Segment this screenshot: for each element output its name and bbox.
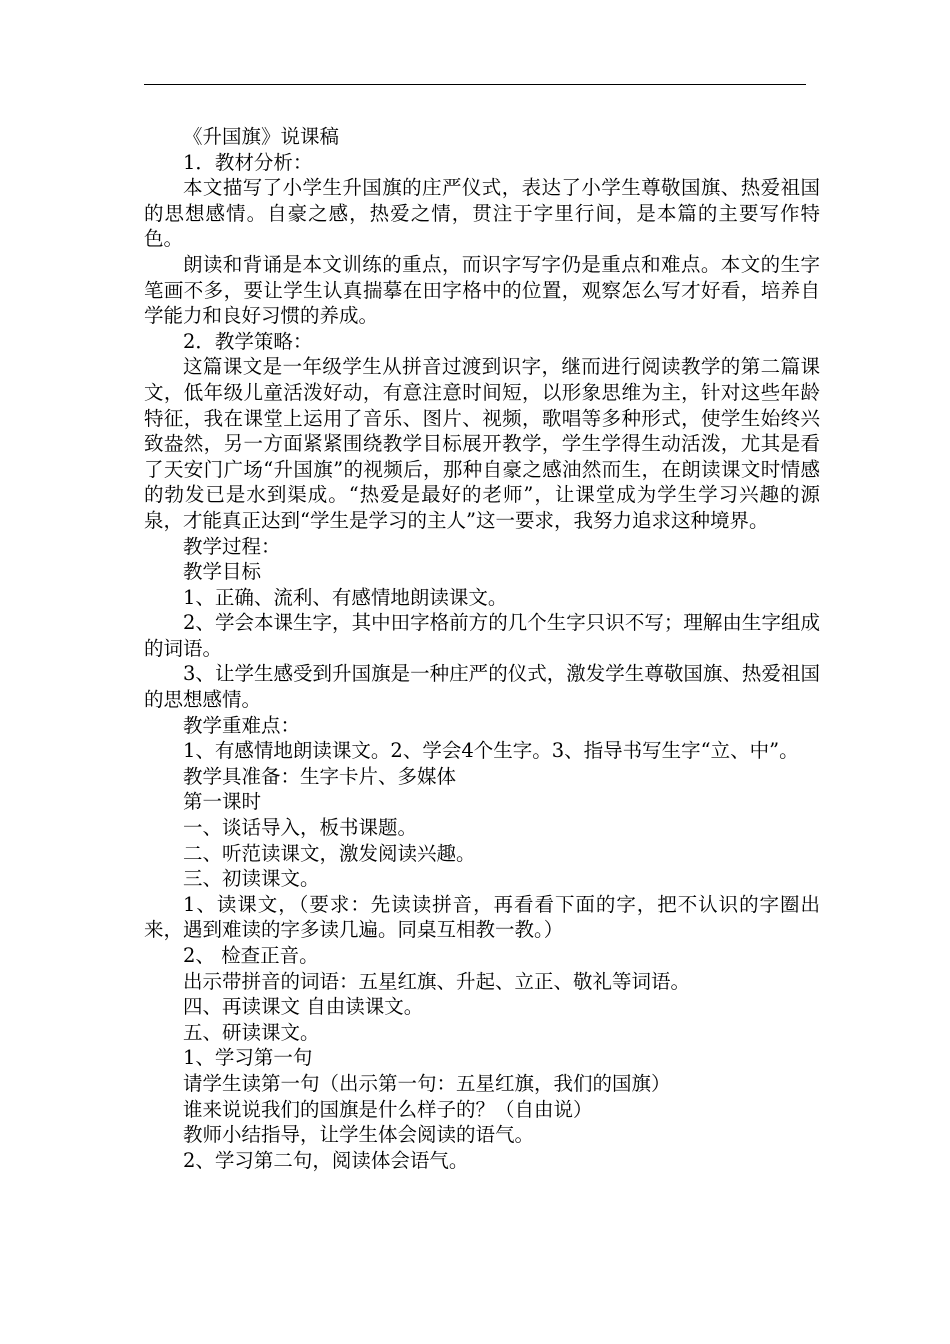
list-item: 1、有感情地朗读课文。2、学会4个生字。3、指导书写生字“立、中”。: [183, 739, 799, 763]
section-heading: 1．教材分析：: [183, 150, 313, 174]
list-item: 二、听范读课文，激发阅读兴趣。: [183, 841, 476, 865]
list-item: 1、读课文，（要求：先读读拼音，再看看下面的字，把不认识的字圈出来，遇到难读的字多读几遍。同桌互相教一教。）: [144, 892, 820, 942]
list-item: 1、正确、流利、有感情地朗读课文。: [183, 585, 508, 609]
paragraph: 请学生读第一句（出示第一句：五星红旗，我们的国旗）: [183, 1071, 671, 1095]
list-item: 一、谈话导入，板书课题。: [183, 816, 418, 840]
section-heading: 2．教学策略：: [183, 329, 313, 353]
subheading: 教学重难点：: [183, 713, 301, 737]
header-rule: [144, 84, 806, 85]
paragraph: 出示带拼音的词语：五星红旗、升起、立正、敬礼等词语。: [183, 969, 691, 993]
list-item: 3、让学生感受到升国旗是一种庄严的仪式，激发学生尊敬国旗、热爱祖国的思想感情。: [144, 662, 820, 712]
list-item: 三、初读课文。: [183, 867, 320, 891]
paragraph: 本文描写了小学生升国旗的庄严仪式，表达了小学生尊敬国旗、热爱祖国的思想感情。自豪之感，热爱之情，贯注于字里行间，是本篇的主要写作特色。: [144, 176, 820, 251]
paragraph: 教学具准备：生字卡片、多媒体: [183, 764, 457, 788]
paragraph: 谁来说说我们的国旗是什么样子的？（自由说）: [183, 1097, 593, 1121]
subheading: 教学目标: [183, 560, 262, 584]
list-item: 2、学习第二句，阅读体会语气。: [183, 1148, 469, 1172]
paragraph: 教师小结指导，让学生体会阅读的语气。: [183, 1123, 535, 1147]
list-item: 2、学会本课生字，其中田字格前方的几个生字只识不写；理解由生字组成的词语。: [144, 611, 820, 660]
paragraph: 这篇课文是一年级学生从拼音过渡到识字，继而进行阅读教学的第二篇课文，低年级儿童活泼好动，有意注意时间短，以形象思维为主，针对这些年龄特征，我在课堂上运用了音乐、图片、视频，歌唱等多种形式，使学生始终兴致盎然，另一方面紧紧围绕教学目标展开教学，学生学得生动活泼，尤其是看了天安门广场“升国旗”的视频后，那种自豪之感油然而生，在朗读课文时情感的勃发已是水到渠成。“热爱是最好的老师”，让课堂成为学生学习兴趣的源泉，才能真正达到“学生是学习的主人”这一要求，我努力追求这种境界。: [144, 355, 820, 532]
list-item: 2、 检查正音。: [183, 944, 319, 967]
document-body: [144, 124, 820, 1173]
list-item: 四、再读课文 自由读课文。: [183, 995, 424, 1019]
section-heading: 教学过程：: [183, 534, 281, 558]
subheading: 第一课时: [183, 790, 262, 814]
document-title: 《升国旗》说课稿: [183, 125, 340, 148]
list-item: 五、研读课文。: [183, 1020, 320, 1044]
paragraph: 朗读和背诵是本文训练的重点，而识字写字仍是重点和难点。本文的生字笔画不多，要让学生认真揣摹在田字格中的位置，观察怎么写才好看，培养自学能力和良好习惯的养成。: [144, 252, 820, 328]
list-item: 1、学习第一句: [183, 1046, 313, 1070]
